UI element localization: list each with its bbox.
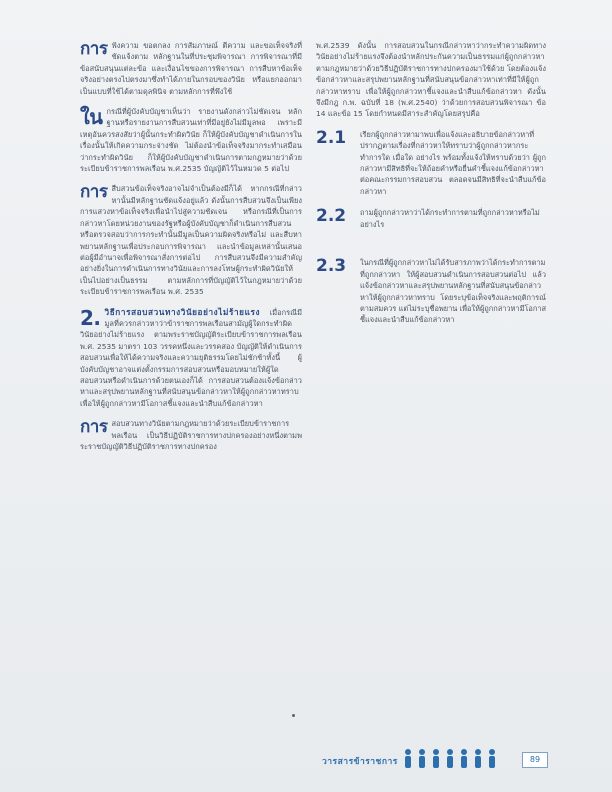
subsection [316, 129, 546, 197]
paragraph [80, 183, 302, 297]
subsection [316, 257, 546, 325]
subsection-text: ถามผู้ถูกกล่าวหาว่าได้กระทำการตามที่ถูกกล่าวหาหรือไม่ อย่างไร [360, 208, 540, 229]
section-heading: วิธีการสอบสวนทางวินัยอย่างไม่ร้ายแรง [104, 306, 261, 317]
section-number: 2. [80, 305, 101, 330]
paragraph-text: พ.ศ.2539 ดังนั้น การสอบสวนในกรณีกล่าวหาว่ากระทำความผิดทางวินัยอย่างไม่ร้ายแรงจึงต้องนำหลักประกันความเป็นธรรมแก่ผู้ถูกกล่าวหาตามกฎหมายว่าด้วยวิธีปฏิบัติราชการทางปกครองมาใช้ด้วย โดยต้องแจ้งข้อกล่าวหาและสรุปพยานหลักฐานที่สนับสนุนข้อกล่าวหาเท่าที่มีให้ผู้ถูกกล่าวหาทราบ เพื่อให้ผู้ถูกกล่าวหาชี้แจงและนำสืบแก้ข้อกล่าวหา ดังนั้นจึงมีกฎ ก.พ. ฉบับที่ 18 (พ.ศ.2540) ว่าด้วยการสอบสวนพิจารณา ข้อ 14 และข้อ 15 โดยกำหนดมีสาระสำคัญโดยสรุปคือ [316, 41, 546, 119]
subsection-text: เรียกผู้ถูกกล่าวหามาพบเพื่อแจ้งและอธิบายข้อกล่าวหาที่ปรากฏตามเรื่องที่กล่าวหาให้ทราบว่าผู้ถูกกล่าวหากระทำการใด เมื่อใด อย่างไร พร้อมทั้งแจ้งให้ทราบด้วยว่า ผู้ถูกกล่าวหามีสิทธิที่จะให้ถ้อยคำหรือยื่นคำชี้แจงแก้ข้อกล่าวหาต่อคณะกรรมการสอบสวน ตลอดจนมีสิทธิที่จะนำสืบแก้ข้อกล่าวหา [360, 129, 546, 196]
drop-cap: การ [80, 39, 108, 59]
people-group-logo-icon [400, 748, 510, 770]
end-mark [292, 714, 295, 717]
left-column [80, 40, 302, 461]
page-footer [322, 748, 548, 770]
drop-cap: การ [80, 417, 108, 438]
subsection-text: ในกรณีที่ผู้ถูกกล่าวหาไม่ได้รับสารภาพว่าได้กระทำการตามที่ถูกกล่าวหา ให้ผู้สอบสวนดำเนินการสอบสวนต่อไป แล้วแจ้งข้อกล่าวหาและสรุปพยานหลักฐานที่สนับสนุนข้อกล่าวหาให้ผู้ถูกกล่าวหาทราบ โดยระบุข้อเท็จจริงและพฤติการณ์ตามสมควร แต่ไม่ระบุชื่อพยาน เพื่อให้ผู้ถูกกล่าวหามีโอกาสชี้แจงและนำสืบแก้ข้อกล่าวหา [360, 258, 546, 325]
right-column [316, 40, 546, 336]
paragraph-text: สอบสวนทางวินัยตามกฎหมายว่าด้วยระเบียบข้าราชการพลเรือน เป็นวิธีปฏิบัติราชการทางปกครองอย่างหนึ่งตามพระราชบัญญัติวิธีปฏิบัติราชการทางปกครอง [80, 419, 302, 451]
subsection-number: 2.2 [316, 206, 347, 227]
journal-title: วารสารข้าราชการ [322, 757, 398, 767]
subsection-number: 2.1 [316, 127, 347, 148]
paragraph [316, 40, 546, 120]
paragraph-text: กรณีที่ผู้บังคับบัญชาเห็นว่า รายงานดังกล่าวไม่ชัดเจน หลักฐานหรือรายงานการสืบสวนเท่าที่มีอยู่ยังไม่มีมูลพอ เพราะมีเหตุอันควรสงสัยว่าผู้นั้นกระทำผิดวินัย ก็ให้ผู้บังคับบัญชาดำเนินการในเรื่องนั้นให้เกิดความกระจ่างชัด ไม่ต้องนำข้อเท็จจริงมากระทำเสมือนว่ากระทำผิดวินัย ก็ให้ผู้บังคับบัญชาดำเนินการตามกฎหมายว่าด้วยระเบียบข้าราชการพลเรือน พ.ศ.2535 บัญญัติไว้ในหมวด 5 ต่อไป [80, 107, 302, 174]
paragraph [80, 40, 302, 97]
paragraph [80, 307, 302, 410]
page-number: 89 [522, 752, 548, 768]
subsection [316, 207, 546, 247]
paragraph [80, 418, 302, 452]
drop-cap: การ [80, 182, 108, 203]
paragraph [80, 106, 302, 174]
subsection-number: 2.3 [316, 256, 347, 277]
drop-cap: ใน [80, 105, 103, 130]
paragraph-text: เมื่อกรณีมีมูลที่ควรกล่าวหาว่าข้าราชการพลเรือนสามัญผู้ใดกระทำผิดวินัยอย่างไม่ร้ายแรง ตามพระราชบัญญัติระเบียบข้าราชการพลเรือน พ.ศ. 2535 มาตรา 103 วรรคหนึ่งและวรรคสอง บัญญัติให้ดำเนินการสอบสวนเพื่อให้ได้ความจริงและความยุติธรรมโดยไม่ชักช้าทั้งนี้ ผู้บังคับบัญชาอาจแต่งตั้งกรรมการสอบสวนหรือมอบหมายให้ผู้ใดสอบสวนหรือดำเนินการด้วยตนเองก็ได้ การสอบสวนต้องแจ้งข้อกล่าวหาและสรุปพยานหลักฐานที่สนับสนุนข้อกล่าวหาให้ผู้ถูกกล่าวหาทราบ เพื่อให้ผู้ถูกกล่าวหามีโอกาสชี้แจงและนำสืบแก้ข้อกล่าวหา [80, 307, 302, 408]
paragraph-text: ฟังความ ขอตกลง การสัมภาษณ์ ตีความ และขอเท็จจริงที่ชัดแจ้งตาม หลักฐานในที่ประชุมพิจารณา การพิจารณาที่มีข้อสนับสนุนแต่ละข้อ และเงื่อนไขของการพิจารณา การสืบหาข้อเท็จจริงอย่างตรงไปตรงมาซึ่งทำได้ภายในกรอบของวินัย หรือแยกออกมาเป็นแบบที่ใช้ได้ตามดุลพินิจ ตามหลักการที่พึงใช้ [80, 41, 302, 96]
paragraph-text: สืบสวนข้อเท็จจริงอาจไม่จำเป็นต้องมีก็ได้ หากกรณีที่กล่าวหานั้นมีหลักฐานชัดแจ้งอยู่แล้ว ดังนั้นการสืบสวนจึงเป็นเพียงการแสวงหาข้อเท็จจริงเพื่อนำไปสู่ความชัดเจน หรือกรณีที่เป็นการกล่าวหาโดยหน่วยงานของรัฐหรือผู้บังคับบัญชาก็ดำเนินการสืบสวนหรือตรวจสอบว่าการกระทำนั้นมีมูลเป็นความผิดจริงหรือไม่ และสืบหาพยานหลักฐานเพื่อประกอบการพิจารณา และนำข้อมูลเหล่านั้นเสนอต่อผู้มีอำนาจเพื่อพิจารณาสั่งการต่อไป การสืบสวนจึงมีความสำคัญอย่างยิ่งในการดำเนินการทางวินัยและการลงโทษผู้กระทำผิดวินัยให้เป็นไปอย่างเป็นธรรม ตามหลักการที่บัญญัติไว้ในกฎหมายว่าด้วยระเบียบข้าราชการพลเรือน พ.ศ. 2535 [80, 184, 302, 297]
